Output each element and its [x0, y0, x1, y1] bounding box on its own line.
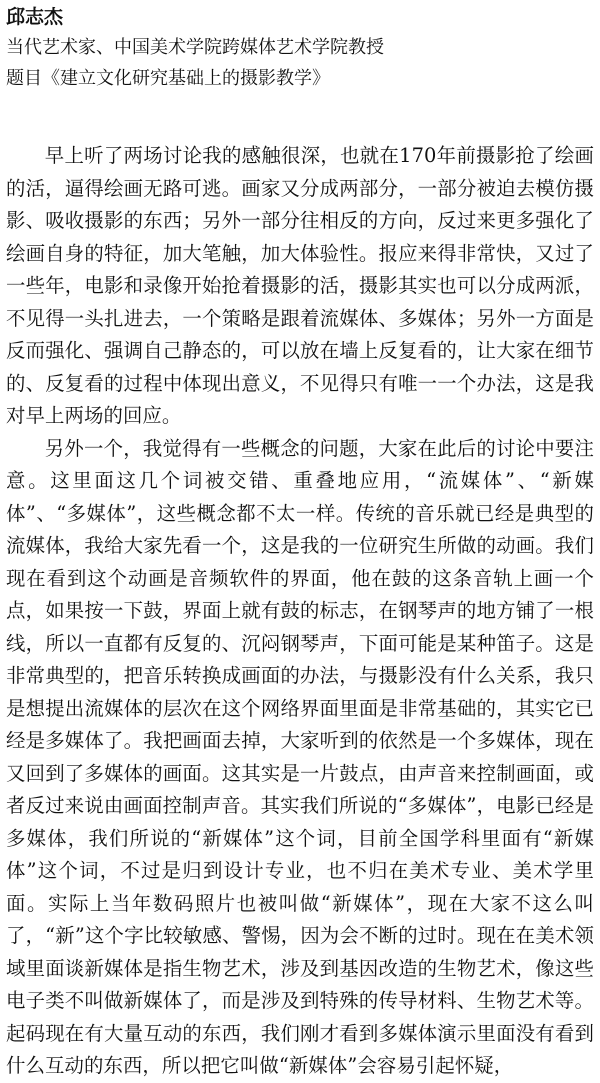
paragraph-2: 另外一个，我觉得有一些概念的问题，大家在此后的讨论中要注意。这里面这几个词被交错、重叠地应用，“流媒体”、“新媒体”、“多媒体”，这些概念都不太一样。传统的音乐就已经是典型的流媒体，我给大家先看一个，这是我的一位研究生所做的动画。我们现在看到这个动画是音频软件的界面，他在鼓的这条音轨上画一个点，如果按一下鼓，界面上就有鼓的标志，在钢琴声的地方铺了一根线，所以一直都有反复的、沉闷钢琴声，下面可能是某种笛子。这是非常典型的，把音乐转换成画面的办法，与摄影没有什么关系，我只是想提出流媒体的层次在这个网络界面里面是非常基础的，其实它已经是多媒体了。我把画面去掉，大家听到的依然是一个多媒体，现在又回到了多媒体的画面。这其实是一片鼓点，由声音来控制画面，或者反过来说由画面控制声音。其实我们所说的“多媒体”，电影已经是多媒体，我们所说的“新媒体”这个词，目前全国学科里面有“新媒体”这个词，不过是归到设计专业，也不归在美术专业、美术学里面。实际上当年数码照片也被叫做“新媒体”，现在大家不这么叫了，“新”这个字比较敏感、警惕，因为会不断的过时。现在在美术领域里面谈新媒体是指生物艺术，涉及到基因改造的生物艺术，像这些电子类不叫做新媒体了，而是涉及到特殊的传导材料、生物艺术等。起码现在有大量互动的东西，我们刚才看到多媒体演示里面没有看到什么互动的东西，所以把它叫做“新媒体”会容易引起怀疑， [6, 436, 594, 1077]
author-affiliation: 当代艺术家、中国美术学院跨媒体艺术学院教授 [6, 37, 384, 58]
body-text [6, 140, 594, 1083]
author-name: 邱志杰 [6, 6, 64, 28]
talk-topic: 题目《建立文化研究基础上的摄影教学》 [6, 68, 330, 89]
paragraph-1: 早上听了两场讨论我的感触很深，也就在170年前摄影抢了绘画的活，逼得绘画无路可逃。画家又分成两部分，一部分被迫去模仿摄影、吸收摄影的东西；另外一部分往相反的方向，反过来更多强化了绘画自身的特征，加大笔触，加大体验性。报应来得非常快，又过了一些年，电影和录像开始抢着摄影的活，摄影其实也可以分成两派，不见得一头扎进去，一个策略是跟着流媒体、多媒体；另外一方面是反而强化、强调自己静态的，可以放在墙上反复看的，让大家在细节的、反复看的过程中体现出意义，不见得只有唯一一个办法，这是我对早上两场的回应。 [6, 144, 594, 427]
